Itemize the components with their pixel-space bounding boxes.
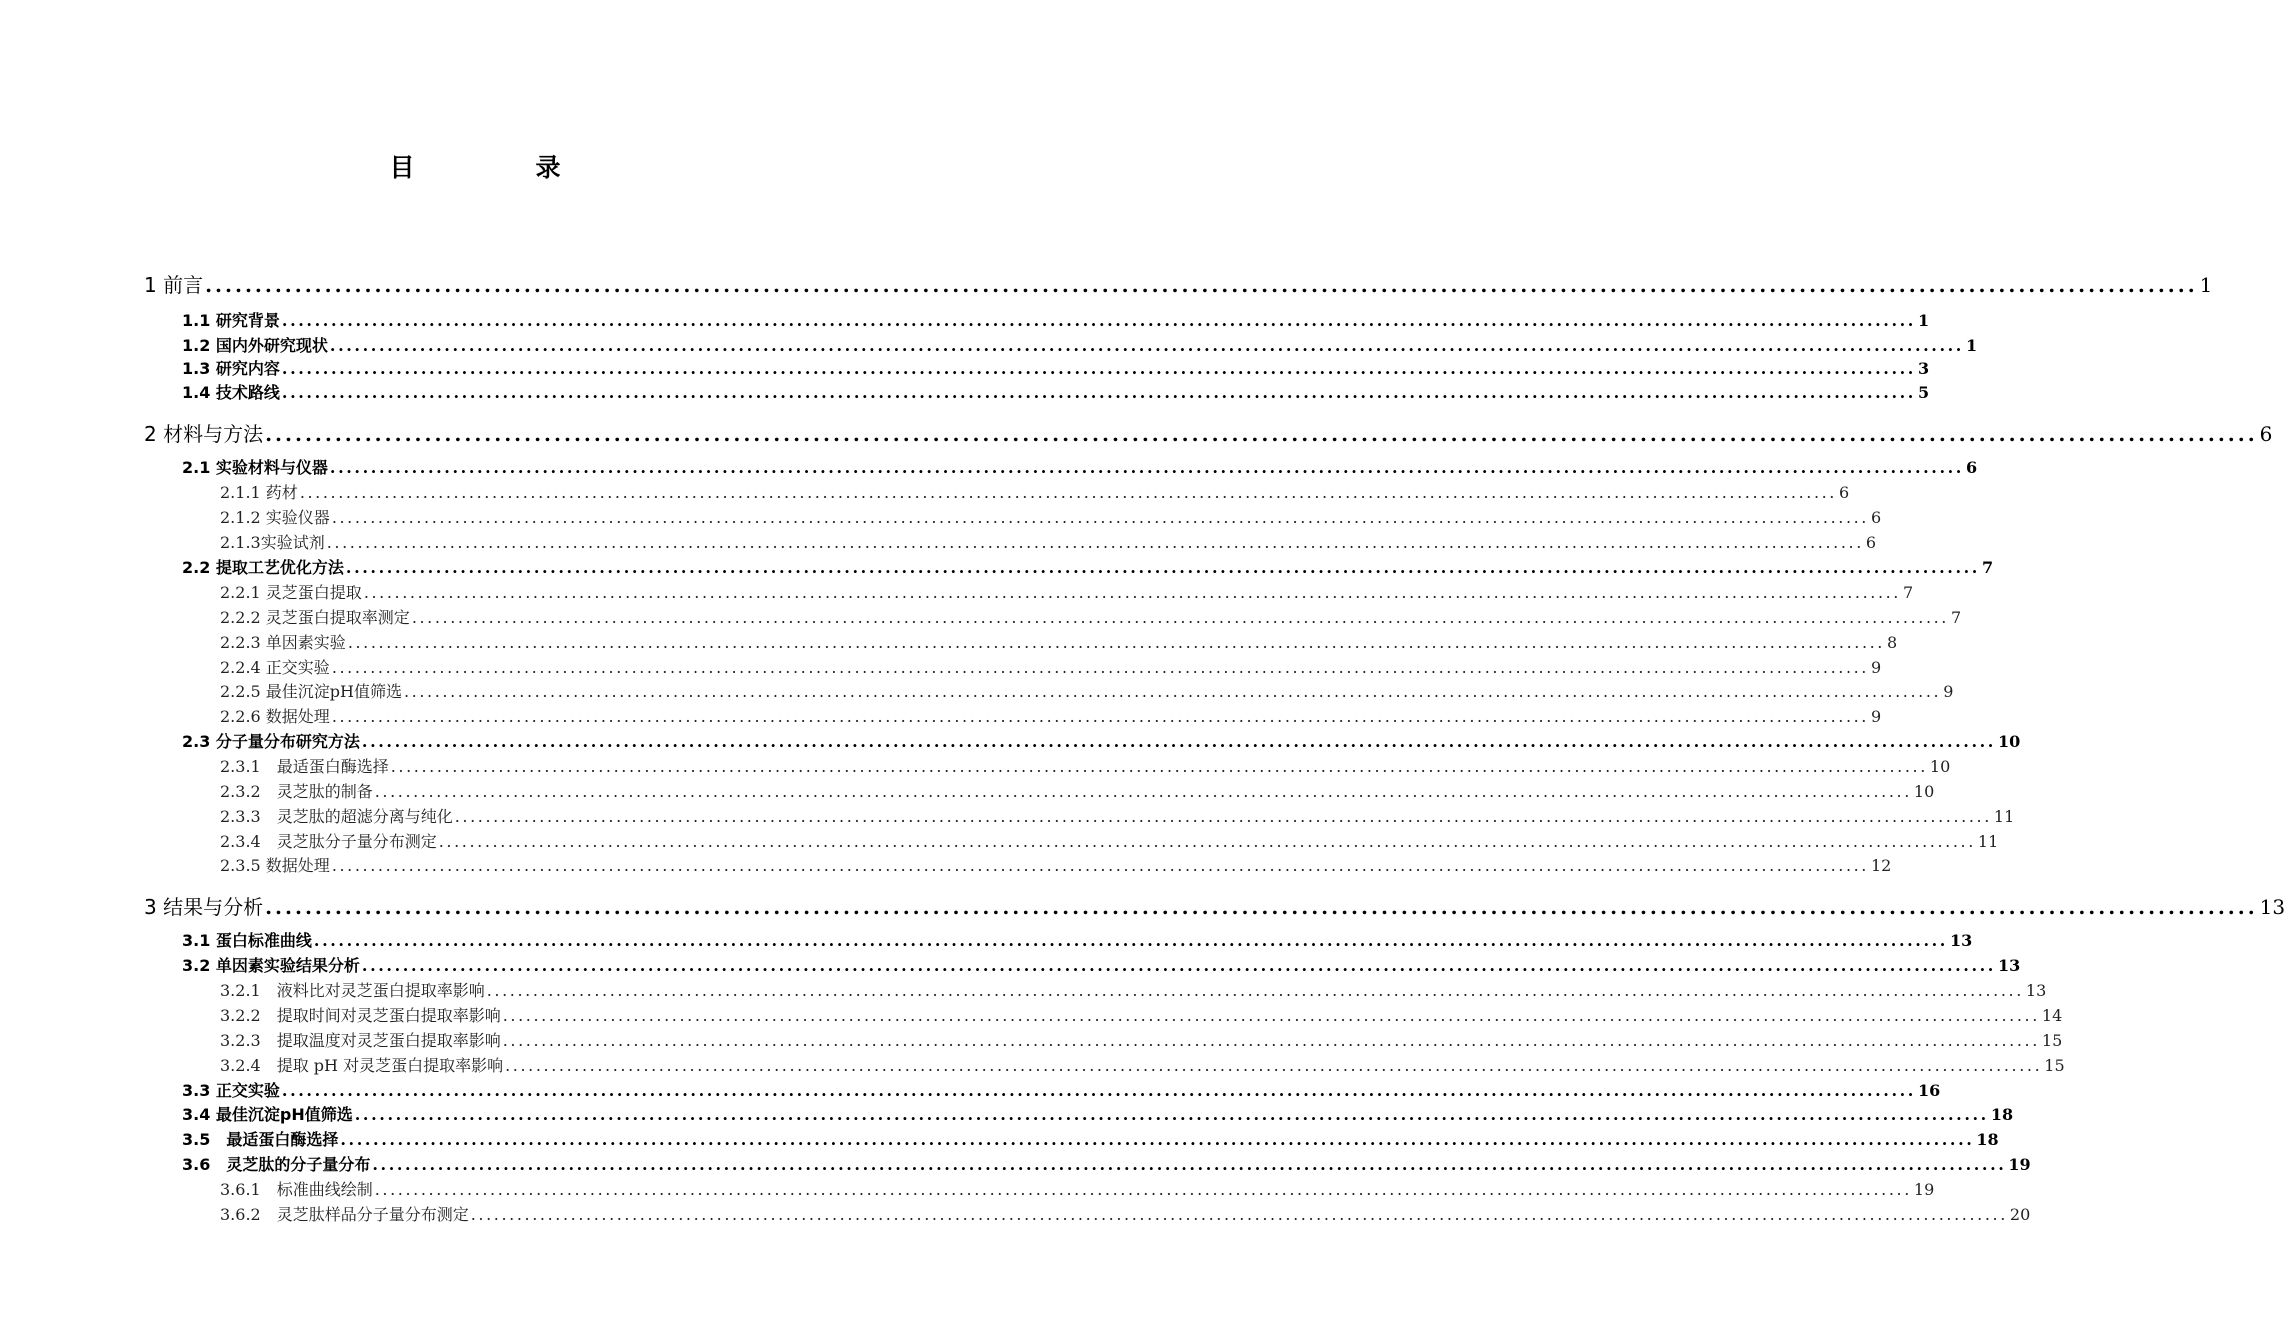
toc-entry-page-number: 6 <box>2259 422 2273 446</box>
toc-entry-label: 3.3 正交实验 <box>182 1081 280 1100</box>
toc-entry-label: 3.2 单因素实验结果分析 <box>182 956 360 975</box>
toc-entry-page-number: 7 <box>1903 583 1914 602</box>
toc-entry[interactable] <box>220 855 1892 877</box>
toc-entry-label: 3.6.2 灵芝肽样品分子量分布测定 <box>220 1205 469 1224</box>
toc-entry-page-number: 6 <box>1965 458 1978 477</box>
toc-entry-label: 2.2 提取工艺优化方法 <box>182 558 344 577</box>
dot-leader: ........................................................................................................................................................................................................ <box>281 1081 1916 1100</box>
toc-entry-label: 3.6.1 标准曲线绘制 <box>220 1180 373 1199</box>
dot-leader: ........................................................................................................................................................................................................ <box>299 483 1837 502</box>
toc-entry-page-number: 14 <box>2041 1006 2063 1025</box>
dot-leader: ........................................................................................................................................................................................................ <box>361 956 1996 975</box>
dot-leader: ........................................................................................................................................................................................................ <box>374 1180 1912 1199</box>
dot-leader: ........................................................................................................................................................................................................ <box>361 732 1996 751</box>
toc-entry[interactable] <box>144 421 2273 447</box>
toc-entry[interactable] <box>144 894 2285 920</box>
toc-entry-page-number: 9 <box>1943 682 1954 701</box>
dot-leader: ........................................................................................................................................................................................................ <box>374 782 1912 801</box>
dot-leader: ........................................................................................................................................................................................................ <box>454 807 1992 826</box>
toc-entry[interactable] <box>182 310 1930 332</box>
toc-entry[interactable] <box>182 731 2021 753</box>
toc-entry-page-number: 13 <box>1997 956 2021 975</box>
toc-entry-label: 3.2.1 液料比对灵芝蛋白提取率影响 <box>220 981 485 1000</box>
toc-entry[interactable] <box>220 532 1877 554</box>
toc-entry[interactable] <box>220 1005 2063 1027</box>
toc-entry-page-number: 19 <box>2008 1155 2031 1174</box>
toc-entry-label: 2.1.2 实验仪器 <box>220 508 330 527</box>
toc-entry-page-number: 15 <box>2041 1031 2063 1050</box>
toc-entry-page-number: 6 <box>1865 533 1877 552</box>
toc-entry[interactable] <box>182 382 1930 404</box>
toc-entry-page-number: 9 <box>1871 707 1882 726</box>
toc-entry-page-number: 10 <box>1929 757 1951 776</box>
dot-leader: ........................................................................................................................................................................................................ <box>390 757 1928 776</box>
toc-entry-label: 2.1 实验材料与仪器 <box>182 458 328 477</box>
toc-entry[interactable] <box>182 457 1978 479</box>
toc-entry[interactable] <box>220 657 1882 679</box>
toc-entry-label: 1.1 研究背景 <box>182 311 280 330</box>
dot-leader: ........................................................................................................................................................................................................ <box>486 981 2024 1000</box>
toc-entry[interactable] <box>220 582 1914 604</box>
toc-entry[interactable] <box>182 1104 2014 1126</box>
toc-entry-label: 2.2.3 单因素实验 <box>220 633 346 652</box>
toc-entry-page-number: 11 <box>1993 807 2015 826</box>
toc-entry[interactable] <box>220 1179 1935 1201</box>
dot-leader: ........................................................................................................................................................................................................ <box>281 359 1916 378</box>
toc-entry-page-number: 3 <box>1917 359 1930 378</box>
toc-entry-page-number: 7 <box>1951 608 1962 627</box>
toc-entry[interactable] <box>220 482 1850 504</box>
toc-entry-label: 1.4 技术路线 <box>182 383 280 402</box>
dot-leader: ........................................................................................................................................................................................................ <box>205 273 2198 297</box>
toc-entry[interactable] <box>220 831 1999 853</box>
toc-entry-page-number: 12 <box>1871 856 1892 875</box>
toc-entry-page-number: 20 <box>2009 1205 2031 1224</box>
toc-entry-label: 3.1 蛋白标准曲线 <box>182 931 312 950</box>
dot-leader: ........................................................................................................................................................................................................ <box>331 856 1869 875</box>
toc-entry-label: 2.2.2 灵芝蛋白提取率测定 <box>220 608 410 627</box>
toc-entry[interactable] <box>220 632 1898 654</box>
dot-leader: ........................................................................................................................................................................................................ <box>345 558 1980 577</box>
toc-entry-page-number: 18 <box>1990 1105 2014 1124</box>
toc-entry-label: 1 前言 <box>144 273 204 297</box>
toc-entry-label: 3.2.2 提取时间对灵芝蛋白提取率影响 <box>220 1006 501 1025</box>
dot-leader: ........................................................................................................................................................................................................ <box>411 608 1949 627</box>
toc-entry-label: 2.2.1 灵芝蛋白提取 <box>220 583 362 602</box>
toc-entry[interactable] <box>182 557 1994 579</box>
dot-leader: ........................................................................................................................................................................................................ <box>313 931 1948 950</box>
toc-entry-page-number: 5 <box>1917 383 1930 402</box>
toc-entry-page-number: 16 <box>1917 1081 1941 1100</box>
toc-entry-page-number: 9 <box>1871 658 1882 677</box>
toc-entry-label: 3 结果与分析 <box>144 895 264 919</box>
dot-leader: ........................................................................................................................................................................................................ <box>363 583 1901 602</box>
toc-entry[interactable] <box>220 756 1951 778</box>
toc-entry-label: 2.3.5 数据处理 <box>220 856 330 875</box>
toc-entry[interactable] <box>220 681 1954 703</box>
toc-entry[interactable] <box>182 335 1978 357</box>
toc-entry-label: 2.1.1 药材 <box>220 483 298 502</box>
dot-leader: ........................................................................................................................................................................................................ <box>502 1031 2040 1050</box>
toc-entry-label: 2.2.4 正交实验 <box>220 658 330 677</box>
toc-entry-page-number: 1 <box>1917 311 1930 330</box>
toc-entry[interactable] <box>220 706 1882 728</box>
dot-leader: ........................................................................................................................................................................................................ <box>331 508 1869 527</box>
toc-entry-page-number: 13 <box>1949 931 1973 950</box>
toc-entry[interactable] <box>220 1030 2063 1052</box>
dot-leader: ........................................................................................................................................................................................................ <box>265 895 2258 919</box>
toc-entry-page-number: 18 <box>1976 1130 1999 1149</box>
toc-entry[interactable] <box>220 607 1962 629</box>
dot-leader: ........................................................................................................................................................................................................ <box>326 533 1864 552</box>
dot-leader: ........................................................................................................................................................................................................ <box>438 832 1976 851</box>
toc-entry[interactable] <box>144 272 2213 298</box>
toc-entry-page-number: 10 <box>1997 732 2021 751</box>
dot-leader: ........................................................................................................................................................................................................ <box>329 458 1964 477</box>
dot-leader: ........................................................................................................................................................................................................ <box>505 1056 2043 1075</box>
dot-leader: ........................................................................................................................................................................................................ <box>329 336 1964 355</box>
toc-entry[interactable] <box>182 358 1930 380</box>
toc-entry-label: 3.2.4 提取 pH 对灵芝蛋白提取率影响 <box>220 1056 504 1075</box>
dot-leader: ........................................................................................................................................................................................................ <box>372 1155 2007 1174</box>
toc-entry-label: 2.3.3 灵芝肽的超滤分离与纯化 <box>220 807 453 826</box>
toc-entry[interactable] <box>220 806 2015 828</box>
dot-leader: ........................................................................................................................................................................................................ <box>281 383 1916 402</box>
dot-leader: ........................................................................................................................................................................................................ <box>265 422 2258 446</box>
toc-entry[interactable] <box>220 980 2047 1002</box>
toc-entry-label: 2.3.1 最适蛋白酶选择 <box>220 757 389 776</box>
dot-leader: ........................................................................................................................................................................................................ <box>340 1130 1975 1149</box>
toc-entry-label: 3.5 最适蛋白酶选择 <box>182 1130 339 1149</box>
toc-entry-label: 2 材料与方法 <box>144 422 264 446</box>
dot-leader: ........................................................................................................................................................................................................ <box>502 1006 2040 1025</box>
toc-entry[interactable] <box>182 1154 2031 1176</box>
toc-entry[interactable] <box>182 1129 1999 1151</box>
toc-entry-page-number: 6 <box>1871 508 1882 527</box>
toc-entry-page-number: 7 <box>1981 558 1994 577</box>
toc-entry-label: 2.3 分子量分布研究方法 <box>182 732 360 751</box>
toc-entry-page-number: 13 <box>2259 895 2285 919</box>
dot-leader: ........................................................................................................................................................................................................ <box>347 633 1885 652</box>
toc-entry-page-number: 1 <box>1965 336 1978 355</box>
toc-entry-page-number: 11 <box>1977 832 1999 851</box>
dot-leader: ........................................................................................................................................................................................................ <box>354 1105 1989 1124</box>
toc-entry-label: 2.2.6 数据处理 <box>220 707 330 726</box>
toc-entry-page-number: 10 <box>1913 782 1935 801</box>
toc-entry[interactable] <box>182 1080 1941 1102</box>
toc-entry[interactable] <box>220 781 1935 803</box>
toc-entry-label: 3.6 灵芝肽的分子量分布 <box>182 1155 371 1174</box>
toc-entry-page-number: 13 <box>2025 981 2047 1000</box>
dot-leader: ........................................................................................................................................................................................................ <box>404 682 1942 701</box>
dot-leader: ........................................................................................................................................................................................................ <box>331 658 1869 677</box>
toc-entry-page-number: 8 <box>1887 633 1898 652</box>
toc-entry-label: 2.3.2 灵芝肽的制备 <box>220 782 373 801</box>
toc-entry-page-number: 1 <box>2199 273 2213 297</box>
toc-entry-label: 2.1.3实验试剂 <box>220 533 325 552</box>
toc-entry-label: 2.2.5 最佳沉淀pH值筛选 <box>220 682 402 701</box>
toc-entry[interactable] <box>182 955 2021 977</box>
toc-entry-label: 1.3 研究内容 <box>182 359 280 378</box>
page-title: 目 录 <box>389 153 609 182</box>
toc-entry-label: 3.4 最佳沉淀pH值筛选 <box>182 1105 353 1124</box>
toc-entry-page-number: 15 <box>2044 1056 2065 1075</box>
dot-leader: ........................................................................................................................................................................................................ <box>470 1205 2008 1224</box>
toc-entry-label: 3.2.3 提取温度对灵芝蛋白提取率影响 <box>220 1031 501 1050</box>
toc-entry[interactable] <box>220 1055 2065 1077</box>
toc-entry[interactable] <box>220 1204 2031 1226</box>
toc-entry[interactable] <box>220 507 1882 529</box>
toc-entry-label: 2.3.4 灵芝肽分子量分布测定 <box>220 832 437 851</box>
toc-entry-page-number: 6 <box>1839 483 1850 502</box>
toc-entry[interactable] <box>182 930 1973 952</box>
toc-entry-page-number: 19 <box>1913 1180 1935 1199</box>
toc-entry-label: 1.2 国内外研究现状 <box>182 336 328 355</box>
dot-leader: ........................................................................................................................................................................................................ <box>281 311 1916 330</box>
dot-leader: ........................................................................................................................................................................................................ <box>331 707 1869 726</box>
